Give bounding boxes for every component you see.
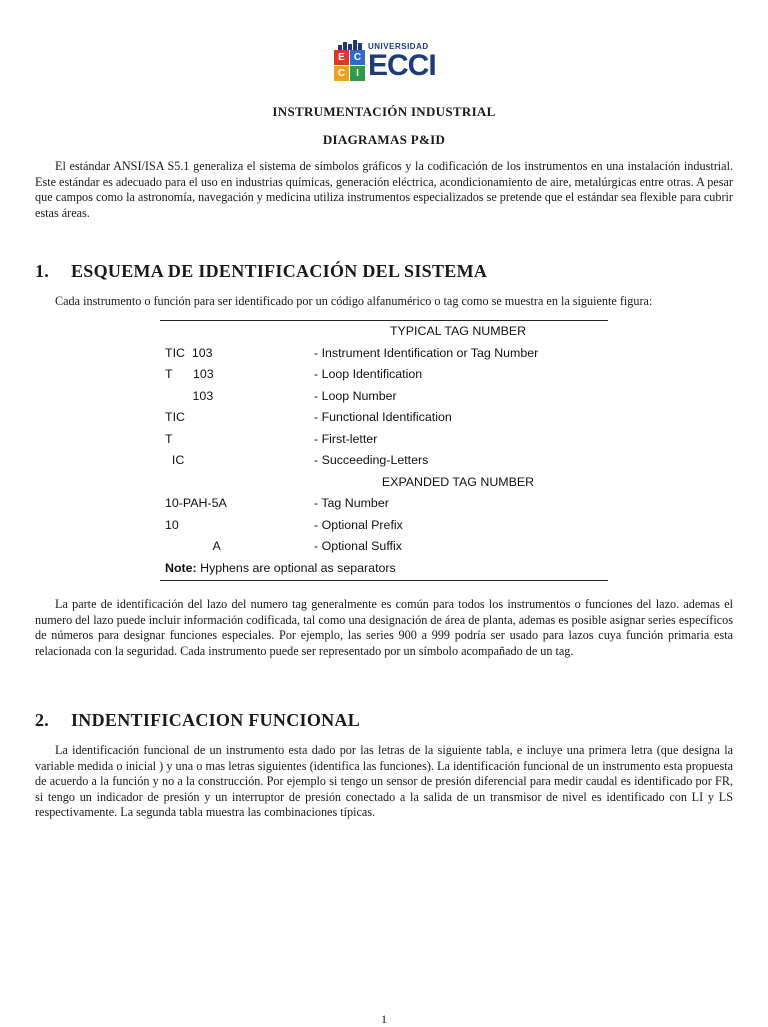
- tag-description: - Optional Suffix: [314, 539, 402, 553]
- figure-row: [160, 536, 608, 557]
- university-logo: [328, 36, 441, 86]
- section-1-number: 1.: [35, 261, 50, 281]
- intro-paragraph: El estándar ANSI/ISA S5.1 generaliza el sistema de símbolos gráficos y la codificación de los instrumentos en una instalación industrial. Este estándar es adecuado para el uso en industrias químicas, generación eléctrica, acondicionamiento de aire, metalúrgicas entre otras. A pesar que campos como la astronomía, navegación y medicina utiliza instrumentos especializados se pretende que el estándar sea flexible para cubrir estas áreas.: [35, 159, 733, 220]
- logo-university-text: UNIVERSIDAD: [368, 42, 429, 51]
- tag-code: A: [165, 539, 221, 553]
- figure-note-row: [160, 558, 608, 579]
- figure-row: [160, 386, 608, 407]
- figure-row: [160, 515, 608, 536]
- typical-tag-header: TYPICAL TAG NUMBER: [389, 324, 527, 338]
- tag-code: 10: [165, 517, 179, 532]
- typical-tag-header-row: [160, 321, 608, 342]
- document-subtitle: DIAGRAMAS P&ID: [322, 132, 446, 147]
- section-2-heading: [35, 710, 360, 731]
- tag-description: - Succeeding-Letters: [314, 453, 429, 467]
- tag-description: - Tag Number: [314, 496, 389, 510]
- expanded-tag-header-row: [160, 472, 608, 493]
- note-label: Note:: [165, 560, 197, 575]
- tag-code: 10-PAH-5A: [165, 496, 227, 510]
- tag-description: - Instrument Identification or Tag Number: [314, 345, 539, 360]
- logo-cube: C: [350, 50, 365, 65]
- tag-description: - Loop Number: [314, 388, 397, 403]
- figure-row: [160, 364, 608, 385]
- section-1-heading: [35, 261, 487, 282]
- skyline-icon: [338, 40, 366, 50]
- tag-code: TIC 103: [165, 345, 213, 360]
- tag-code: TIC: [165, 410, 185, 424]
- tag-number-figure: [160, 320, 608, 581]
- section-1-lead: Cada instrumento o función para ser identificado por un código alfanumérico o tag como se muestra en la siguiente figura:: [55, 294, 653, 308]
- figure-row: [160, 343, 608, 364]
- section-1-paragraph: La parte de identificación del lazo del numero tag generalmente es común para todos los instrumentos o funciones del lazo. ademas el numero del lazo puede incluir información codificada, tal como una designación de área de planta, ademas es posible asignar series específicos de números para designar funciones especiales. Por ejemplo, las series 900 a 999 podría ser usado para lazos cuya función primaria esta relacionada con la seguridad. Cada instrumento puede ser representado por un símbolo acompañado de un tag.: [35, 597, 733, 658]
- logo-cube: E: [334, 50, 349, 65]
- page-number: 1: [381, 1012, 387, 1026]
- figure-row: [160, 450, 608, 471]
- expanded-tag-header: EXPANDED TAG NUMBER: [381, 474, 535, 489]
- logo-name-text: ECCI: [368, 49, 436, 82]
- tag-code: T 103: [165, 367, 214, 381]
- logo-cube: I: [350, 66, 365, 81]
- document-title: INSTRUMENTACIÓN INDUSTRIAL: [272, 104, 496, 119]
- figure-row: [160, 407, 608, 428]
- section-2-title: INDENTIFICACION FUNCIONAL: [71, 710, 361, 730]
- section-2-paragraph: La identificación funcional de un instrumento esta dado por las letras de la siguiente tabla, e incluye una primera letra (que designa la variable medida o inicial ) y una o mas letras siguientes (identifica las funciones). La identificación funcional de un instrumento esta propuesta de acuerdo a la función y no a la construcción. Por ejemplo si tengo un sensor de presión diferencial para medir caudal es identificado por FR, si tengo un indicador de presión y un interruptor de presión conectado a la salida de un transmisor de nivel es identificado con LI y LS respectivamente. La segunda tabla muestra las combinaciones típicas.: [35, 743, 733, 820]
- tag-description: - First-letter: [314, 431, 378, 446]
- logo-cube: C: [334, 66, 349, 81]
- figure-row: [160, 493, 608, 514]
- tag-description: - Functional Identification: [314, 410, 452, 424]
- tag-code: 103: [165, 388, 214, 403]
- note-text: Hyphens are optional as separators: [196, 560, 396, 575]
- logo-cubes: [334, 50, 368, 84]
- tag-description: - Loop Identification: [314, 367, 423, 381]
- tag-description: - Optional Prefix: [314, 517, 403, 532]
- tag-code: IC: [165, 453, 185, 467]
- figure-row: [160, 429, 608, 450]
- section-2-number: 2.: [35, 710, 50, 730]
- section-1-title: ESQUEMA DE IDENTIFICACIÓN DEL SISTEMA: [71, 261, 488, 281]
- tag-code: T: [165, 431, 173, 446]
